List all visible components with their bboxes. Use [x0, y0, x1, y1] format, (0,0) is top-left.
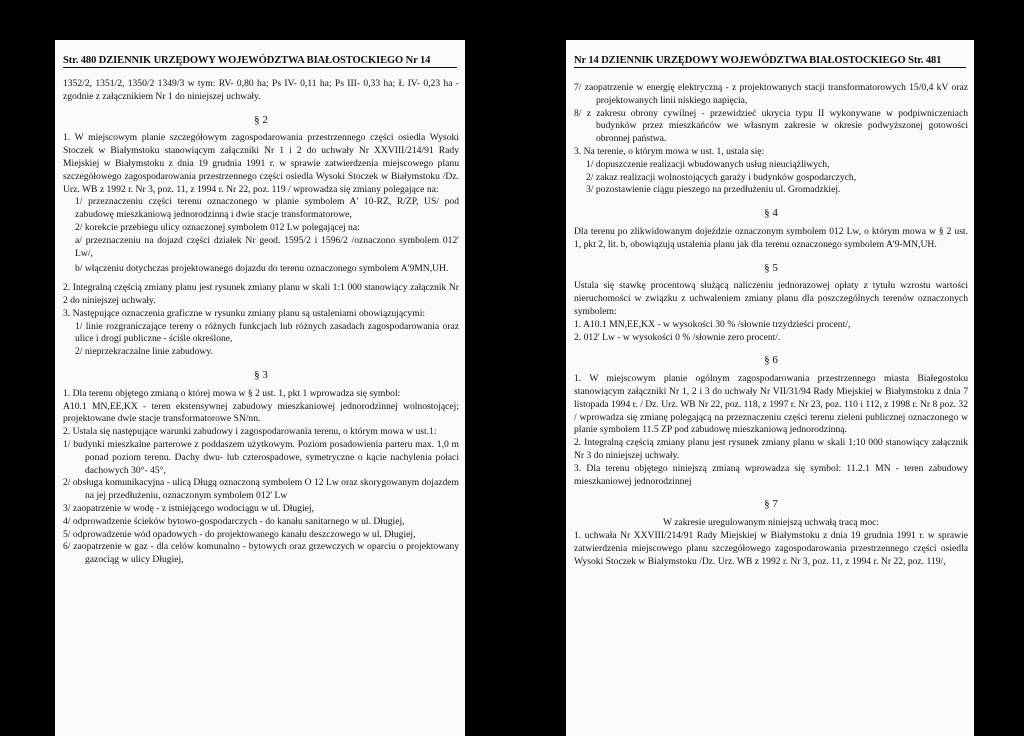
section-5-text: Ustala się stawkę procentową służącą naliczeniu jednorazowej opłaty z tytułu wzrostu wartości nieruchomości w związku z uchwaleniem zmiany planu dla poszczególnych terenów oznaczonych symbolem: [574, 280, 968, 317]
section-2-heading: § 2 [254, 113, 268, 126]
section-3-item-6: 6/ zaopatrzenie w gaz - dla celów komunalno - bytowych oraz grzewczych w oparciu o projektowany gazociąg w ulicy Długiej, [63, 541, 459, 566]
section-3-point-3-item-3: 3/ pozostawienie ciągu pieszego na przedłużeniu ul. Gromadzkiej. [586, 184, 841, 196]
section-3-point-3: 3. Na terenie, o którym mowa w ust. 1, ustala się: [574, 145, 765, 157]
section-3-item-3: 3/ zaopatrzenie w wodę - z istniejącego wodociągu w ul. Długiej, [63, 502, 314, 514]
section-2-point-2: 2. Integralną częścią zmiany planu jest rysunek zmiany planu w skali 1:1 000 stanowiący załącznik Nr 2 do niniejszej uchwały. [63, 282, 459, 306]
section-2-item-2a: a/ przeznaczeniu na dojazd części działek Nr geod. 1595/2 i 1596/2 /oznaczono symbolem 012' Lw/, [75, 234, 459, 259]
section-6-point-2: 2. Integralną częścią zmiany planu jest rysunek zmiany planu w skali 1:10 000 stanowiący załącznik Nr 3 do niniejszej uchwały. [574, 437, 968, 461]
section-3-point-3-item-2: 2/ zakaz realizacji wolnostojących garaży i budynków gospodarczych, [586, 171, 857, 183]
section-3-item-2: 2/ obsługa komunikacyjna - ulicą Długą oznaczoną symbolem O 12 Lw oraz skorygowanym dojazdem na jej przedłużeniu, oznaczonym symbolem 012' Lw [63, 477, 459, 502]
left-page-body [63, 78, 459, 567]
section-3-point-3-item-1: 1/ dopuszczenie realizacji wbudowanych usług nieuciążliwych, [586, 158, 830, 170]
section-2-point-1: 1. W miejscowym planie szczegółowym zagospodarowania przestrzennego części osiedla Wysoki Stoczek w Białymstoku stanowiącym załączniki Nr 1 i 2 do uchwały Nr XXVIII/214/91 Rady Miejskiej w Białymstoku z dnia 19 grudnia 1991 r. w sprawie zatwierdzenia miejscowego planu szczegółowego zagospodarowania przestrzennego części osiedla Wysoki Stoczek w Białymstoku /Dz. Urz. WB z 1992 r. Nr 3, poz. 11, z 1994 r. Nr 22, poz. 119 / wprowadza się zmiany polegające na: [63, 132, 459, 195]
section-3-item-1: 1/ budynki mieszkalne parterowe z poddaszem użytkowym. Poziom posadowienia parteru max. 1,0 m ponad poziom terenu. Dachy dwu- lub czterospadowe, symetryczne o kącie nachylenia połaci dachowych 30°- 45°, [63, 438, 459, 476]
section-4-heading: § 4 [764, 207, 778, 220]
section-3-item-5: 5/ odprowadzenie wód opadowych - do projektowanego kanału deszczowego w ul. Długiej, [63, 528, 416, 540]
section-3-item-4: 4/ odprowadzenie ścieków bytowo-gospodarczych - do kanału sanitarnego w ul. Długiej, [63, 515, 405, 527]
section-2-point-3: 3. Następujące oznaczenia graficzne w rysunku zmiany planu są ustaleniami obowiązującymi: [63, 307, 426, 319]
section-2-item-2: 2/ korekcie przebiegu ulicy oznaczonej symbolem 012 Lw polegającej na: [75, 221, 360, 233]
section-3-point-1: 1. Dla terenu objętego zmianą o której mowa w § 2 ust. 1, pkt 1 wprowadza się symbol: [63, 387, 401, 399]
section-3-item-7: 7/ zaopatrzenie w energię elektryczną - z projektowanych stacji transformatorowych 15/0,4 kV oraz projektowanych linii niskiego napięcia, [574, 82, 968, 106]
section-7-text: W zakresie uregulowanym niniejszą uchwałą tracą moc: [662, 517, 880, 529]
left-page-header: Str. 480 DZIENNIK URZĘDOWY WOJEWÓDZTWA BIAŁOSTOCKIEGO Nr 14 [63, 55, 457, 68]
section-5-item-1: 1. A10.1 MN,EE,KX - w wysokości 30 % /słownie trzydzieści procent/, [574, 318, 851, 330]
section-3-point-2: 2. Ustala się następujące warunki zabudowy i zagospodarowania terenu, o którym mowa w ust.1: [63, 426, 437, 438]
section-3-symbol: A10.1 MN,EE,KX - teren ekstensywnej zabudowy mieszkaniowej jednorodzinnej wolnostojącej; projektowane dwie stacje transformatorowe SN/nn. [63, 400, 459, 425]
section-6-heading: § 6 [764, 354, 778, 367]
section-2-point-3-item-2: 2/ nieprzekraczalne linie zabudowy. [75, 346, 213, 358]
right-page-header: Nr 14 DZIENNIK URZĘDOWY WOJEWÓDZTWA BIAŁOSTOCKIEGO Str. 481 [574, 55, 966, 68]
section-3-heading: § 3 [254, 368, 268, 381]
section-7-item-1: 1. uchwała Nr XXVIII/214/91 Rady Miejskiej w Białymstoku z dnia 19 grudnia 1991 r. w sprawie zatwierdzenia miejscowego planu szczegółowego zagospodarowania przestrzennego części osiedla Wysoki Stoczek w Białymstoku /Dz. Urz. WB z 1992 r. Nr 3, poz. 11, z 1994 r. Nr 22, poz. 119/, [574, 529, 968, 567]
section-5-heading: § 5 [764, 261, 778, 274]
right-page-body [574, 82, 968, 568]
right-page [566, 40, 974, 736]
section-2-item-1: 1/ przeznaczeniu części terenu oznaczonego w planie symbolem A' 10-RZ, R/ZP, US/ pod zabudowę mieszkaniową jednorodzinną i dwie stacje transformatorowe, [75, 196, 459, 221]
intro-paragraph: 1352/2, 1351/2, 1350/2 1349/3 w tym: RV- 0,80 ha; Ps IV- 0,11 ha; Ps III- 0,33 ha; Ł IV- 0,23 ha - zgodnie z załącznikiem Nr 1 do niniejszej uchwały. [63, 78, 459, 102]
section-2-item-2b: b/ włączeniu dotychczas projektowanego dojazdu do terenu oznaczonego symbolem A'9MN,UH. [75, 263, 449, 275]
section-7-heading: § 7 [764, 498, 778, 511]
section-2-point-3-item-1: 1/ linie rozgraniczające tereny o różnych funkcjach lub różnych zasadach zagospodarowania oraz ulice i drogi publiczne - ściśle określone, [75, 320, 459, 345]
section-3-item-8: 8/ z zakresu obrony cywilnej - przewidzieć ukrycia typu II wykonywane w podpiwniczeniach budynków przez mieszkańców we własnym zakresie w okresie podwyższonej gotowości obronnej państwa. [574, 107, 968, 145]
section-6-point-1: 1. W miejscowym planie ogólnym zagospodarowania przestrzennego miasta Białegostoku stanowiącym załączniki Nr 1, 2 i 3 do uchwały Nr VII/31/94 Rady Miejskiej w Białymstoku z dnia 7 listopada 1994 r. / Dz. Urz. WB Nr 22, poz. 118, z 1997 r. Nr 23, poz. 110 i 112, z 1998 r. Nr 8 poz. 32 / wprowadza się zmianę polegającą na przeznaczeniu części terenu zieleni publicznej oznaczonego w planie symbolem 11.5 ZP pod zabudowę mieszkaniową jednorodzinną. [574, 373, 968, 436]
section-6-point-3: 3. Dla terenu objętego niniejszą zmianą wprowadza się symbol: 11.2.1 MN - teren zabudowy mieszkaniowej jednorodzinnej [574, 462, 968, 487]
section-4-text: Dla terenu po zlikwidowanym dojeździe oznaczonym symbolem 012 Lw, o którym mowa w § 2 ust. 1, pkt 2, lit. b, obowiązują ustalenia planu jak dla terenu oznaczonego symbolem A'9-MN,UH. [574, 225, 968, 250]
left-page [55, 40, 465, 736]
section-5-item-2: 2. 012' Lw - w wysokości 0 % /słownie zero procent/. [574, 331, 781, 343]
